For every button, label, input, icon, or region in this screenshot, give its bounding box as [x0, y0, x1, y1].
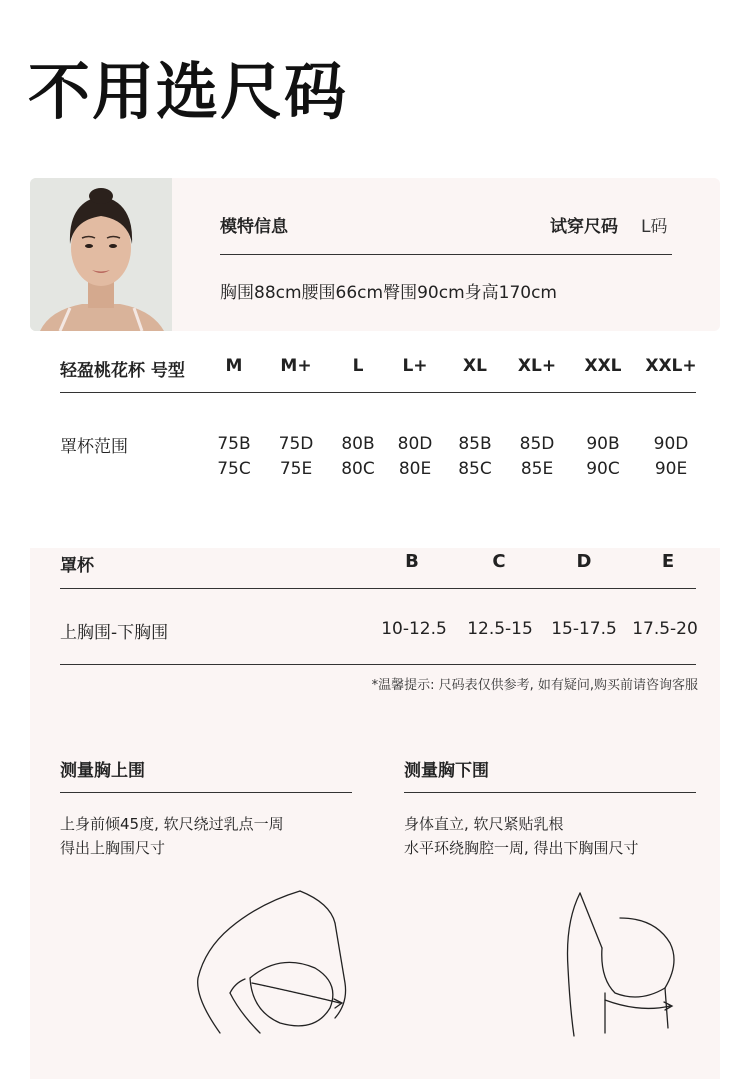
cup-range-cell: 85B 85C: [458, 434, 492, 479]
hip-label: 臀围: [383, 283, 418, 303]
cup-range-cell: 90D 90E: [653, 434, 689, 479]
cup-measure-panel: [30, 548, 720, 1079]
size-table-divider: [60, 392, 696, 393]
size-tip: *温馨提示: 尺码表仅供参考, 如有疑问,购买前请咨询客服: [371, 678, 698, 693]
size-header-xxl: XXL: [584, 356, 622, 376]
bust-label: 胸围: [220, 283, 254, 303]
model-photo: [30, 178, 172, 331]
lower-bust-illustration: [560, 888, 690, 1038]
bust-diff-d: 15-17.5: [551, 619, 617, 639]
measure-lower-desc: 身体直立, 软尺紧贴乳根 水平环绕胸腔一周, 得出下胸围尺寸: [404, 815, 639, 857]
try-size-label: 试穿尺码: [550, 217, 618, 237]
cup-table-bottom-divider: [60, 664, 696, 665]
cup-range-label: 罩杯范围: [60, 437, 128, 457]
bust-diff-b: 10-12.5: [381, 619, 447, 639]
hip-value: 90cm: [417, 283, 465, 303]
bust-diff-c: 12.5-15: [467, 619, 533, 639]
height-value: 170cm: [498, 283, 557, 303]
upper-bust-illustration: [190, 883, 360, 1038]
waist-value: 66cm: [335, 283, 384, 303]
size-header-xl-plus: XL+: [517, 356, 557, 376]
size-header-m: M: [225, 356, 243, 376]
cup-range-cell: 90B 90C: [586, 434, 620, 479]
model-info-card: [30, 178, 720, 331]
size-table: [60, 340, 696, 548]
bust-diff-e: 17.5-20: [632, 619, 698, 639]
cup-range-cell: 85D 85E: [519, 434, 555, 479]
size-header-label: 轻盈桃花杯 号型: [60, 361, 185, 381]
cup-table-divider: [60, 588, 696, 589]
height-label: 身高: [464, 283, 499, 303]
waist-label: 腰围: [301, 283, 336, 303]
size-header-xxl-plus: XXL+: [645, 356, 697, 376]
cup-range-cell: 80D 80E: [397, 434, 433, 479]
cup-header-c: C: [492, 551, 506, 572]
measure-lower-title: 测量胸下围: [404, 761, 489, 781]
cup-header-e: E: [661, 551, 675, 572]
bust-value: 88cm: [254, 283, 302, 303]
cup-label: 罩杯: [60, 556, 94, 576]
size-header-m-plus: M+: [280, 356, 312, 376]
try-size-value: L码: [641, 217, 668, 237]
model-info-title: 模特信息: [220, 217, 288, 237]
page-title: 不用选尺码: [28, 55, 349, 128]
cup-range-cell: 75D 75E: [278, 434, 314, 479]
cup-range-cell: 80B 80C: [341, 434, 375, 479]
size-header-xl: XL: [463, 356, 487, 376]
measurements-row: [220, 278, 557, 303]
size-header-l: L: [352, 356, 364, 376]
measure-lower-divider: [404, 792, 696, 793]
measure-upper-desc: 上身前倾45度, 软尺绕过乳点一周 得出上胸围尺寸: [60, 815, 284, 857]
cup-range-cell: 75B 75C: [217, 434, 251, 479]
measure-upper-title: 测量胸上围: [60, 761, 145, 781]
info-divider: [220, 254, 672, 255]
cup-header-b: B: [405, 551, 419, 572]
cup-header-d: D: [576, 551, 592, 572]
size-header-l-plus: L+: [402, 356, 428, 376]
bust-diff-label: 上胸围-下胸围: [60, 623, 169, 643]
measure-upper-divider: [60, 792, 352, 793]
